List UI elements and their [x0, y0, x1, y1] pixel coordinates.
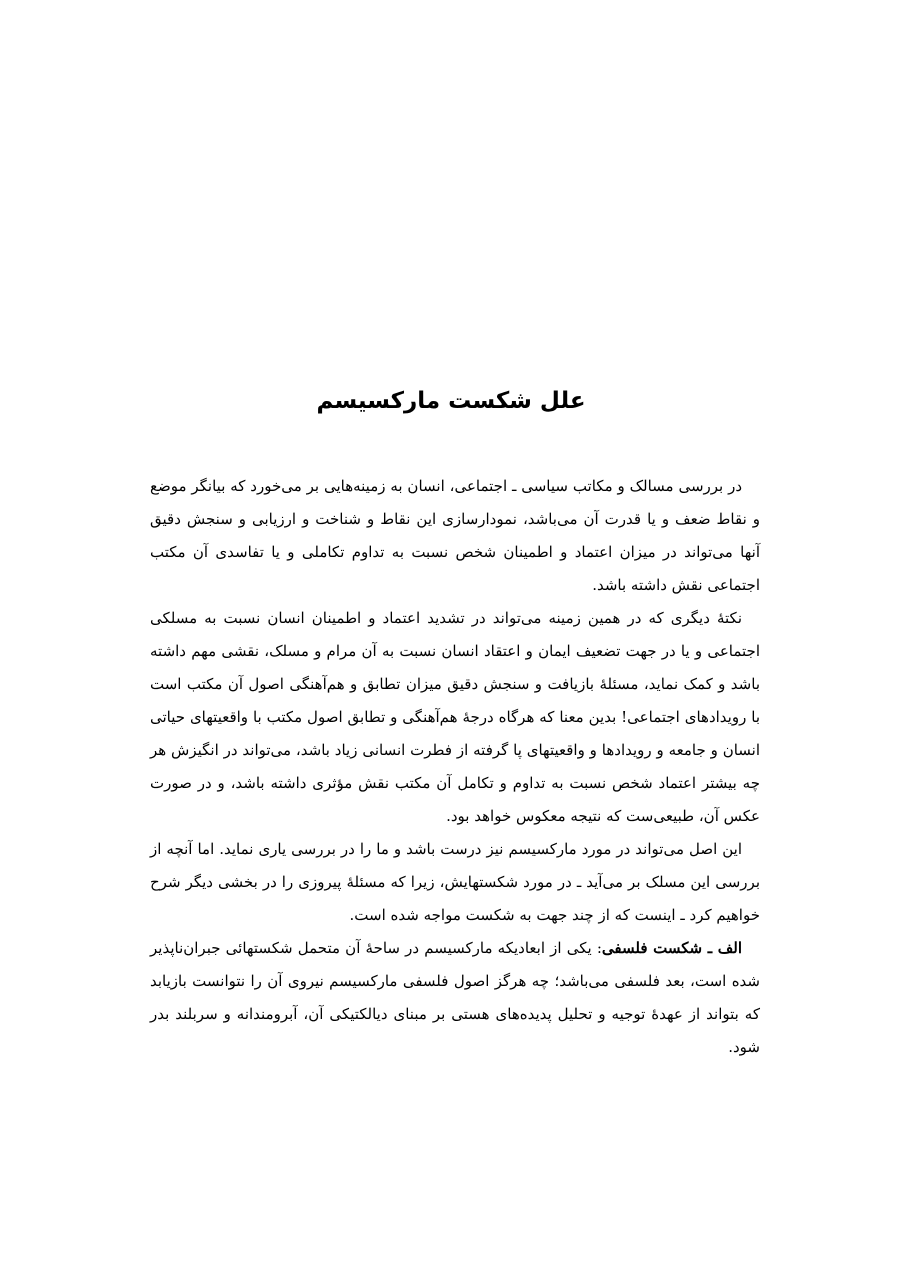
body-text: [150, 470, 760, 1064]
paragraph-1: در بررسی مسالک و مکاتب سیاسی ـ اجتماعی، انسان به زمینه‌هایی بر می‌خورد که بیانگر موضع و نقاط ضعف و یا قدرت آن می‌باشد، نمودارسازی این نقاط و شناخت و ارزیابی و سنجش دقیق آنها می‌تواند در میزان اعتماد و اطمینان شخص نسبت به تداوم تکاملی و یا تفاسدی آن مکتب اجتماعی نقش داشته باشد.: [150, 477, 760, 594]
page-title: علل شکست مارکسیسم: [316, 388, 586, 414]
paragraph-3: این اصل می‌تواند در مورد مارکسیسم نیز درست باشد و ما را در بررسی یاری نماید. اما آنچه از بررسی این مسلک بر می‌آید ـ در مورد شکستهایش، زیرا که مسئلهٔ پیروزی را در بخشی دیگر شرح خواهیم کرد ـ اینست که از چند جهت به شکست مواجه شده است.: [150, 840, 760, 924]
paragraph-2: نکتهٔ دیگری که در همین زمینه می‌تواند در تشدید اعتماد و اطمینان انسان نسبت به مسلکی اجتماعی و یا در جهت تضعیف ایمان و اعتقاد انسان نسبت به آن مرام و مسلک، نقشی مهم داشته باشد و کمک نماید، مسئلهٔ بازیافت و سنجش دقیق میزان تطابق و هم‌آهنگی اصول آن مکتب است با رویدادهای اجتماعی! بدین معنا که هرگاه درجهٔ هم‌آهنگی و تطابق اصول مکتب با واقعیتهای حیاتی انسان و جامعه و رویدادها و واقعیتهای پا گرفته از فطرت انسانی زیاد باشد، می‌تواند در انگیزش هر چه بیشتر اعتماد شخص نسبت به تداوم و تکامل آن مکتب نقش مؤثری داشته باشد، و در صورت عکس آن، طبیعی‌ست که نتیجه معکوس خواهد بود.: [150, 609, 760, 825]
paragraph-section-a: [150, 932, 760, 1064]
section-a-text: : یکی از ابعادیکه مارکسیسم در ساحهٔ آن متحمل شکستهائی جبران‌ناپذیر شده است، بعد فلسفی می‌باشد؛ چه هرگز اصول فلسفی مارکسیسم نیروی آن را نتوانست بازیابد که بتواند از عهدهٔ توجیه و تحلیل پدیده‌های هستی بر مبنای دیالکتیکی آن، آبرومندانه و سربلند بدر شود.: [150, 939, 760, 1056]
section-a-heading: الف ـ شکست فلسفی: [601, 939, 742, 957]
